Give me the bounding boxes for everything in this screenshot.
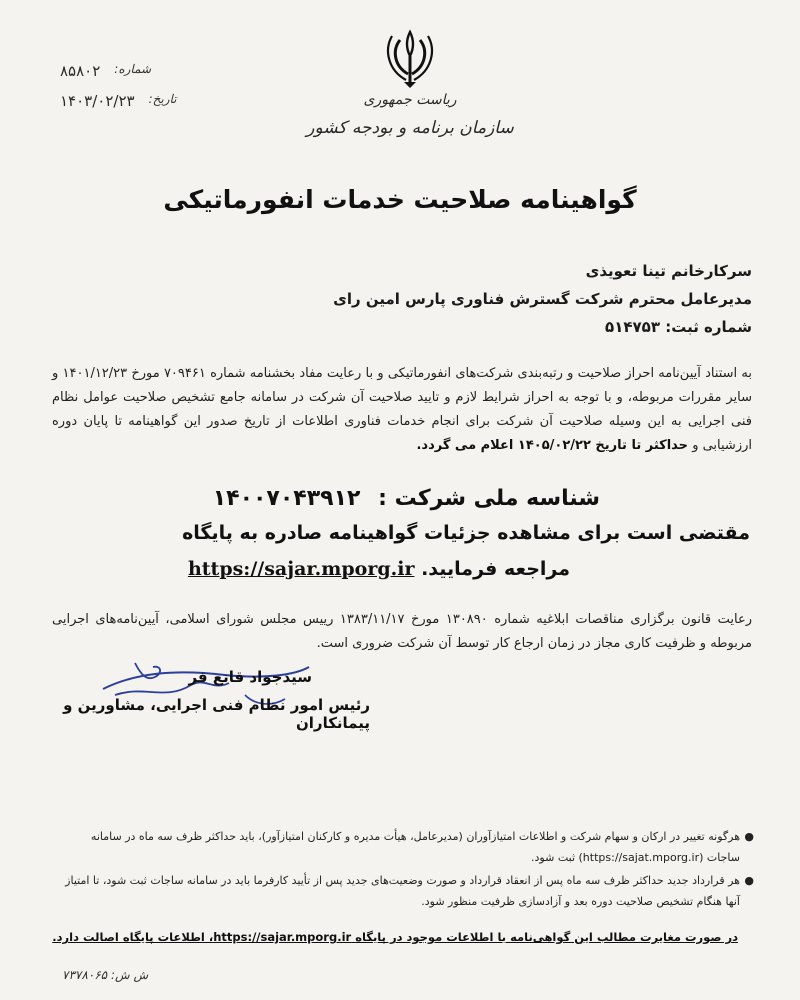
- serial-number: ش ش: ۷۳۷۸۰۶۵: [62, 968, 149, 982]
- org-line-budget: سازمان برنامه و بودجه کشور: [306, 118, 514, 138]
- note-item-2: [60, 870, 754, 912]
- company-id-label: شناسه ملی شرکت :: [378, 486, 600, 511]
- signatory-role: رئیس امور نظام فنی اجرایی، مشاورین و پیمانکاران: [63, 696, 370, 732]
- letter-number-value: ۸۵۸۰۲: [60, 62, 101, 80]
- guide-line-2: [178, 558, 570, 580]
- guide-tail: مراجعه فرمایید.: [421, 558, 570, 580]
- letter-number-label: شماره:: [114, 62, 152, 76]
- letter-date-label: تاریخ:: [148, 92, 177, 106]
- letter-number: [60, 62, 151, 80]
- note-item-1: [60, 826, 754, 868]
- iran-emblem-icon: [382, 26, 438, 90]
- certificate-title: گواهینامه صلاحیت خدمات انفورماتیکی: [163, 185, 637, 214]
- signatory-name: سیدجواد قانع فر: [188, 668, 312, 686]
- note-text-2: هر قرارداد جدید حداکثر ظرف سه ماه پس از انعقاد قرارداد و صورت وضعیت‌های جدید پس از تأیید کارفرما باید در سامانه ساجات ثبت شود، تا امتیاز آنها هنگام تشخیص صلاحیت دوره بعد و آزادسازی ظرفیت منظور شود.: [65, 874, 740, 908]
- recipient-name: سرکارخانم تینا تعویذی: [585, 262, 752, 280]
- org-line-presidency: ریاست جمهوری: [363, 92, 457, 108]
- company-id-value: ۱۴۰۰۷۰۴۳۹۱۲: [212, 486, 361, 511]
- company-national-id: [213, 486, 600, 511]
- footer-note: در صورت مغایرت مطالب این گواهی‌نامه با اطلاعات موجود در پایگاه https://sajar.mporg.ir، اطلاعات پایگاه اصالت دارد.: [52, 930, 738, 944]
- sajar-link[interactable]: https://sajar.mporg.ir: [187, 558, 415, 580]
- letter-date: [60, 92, 176, 110]
- certificate-body: [52, 362, 752, 458]
- recipient-position: مدیرعامل محترم شرکت گسترش فناوری پارس امین رای: [333, 290, 752, 308]
- certificate-body-text: به استناد آیین‌نامه احراز صلاحیت و رتبه‌بندی شرکت‌های انفورماتیکی و با رعایت مفاد بخشنامه شماره ۷۰۹۴۶۱ مورخ ۱۴۰۱/۱۲/۲۳ و سایر مقررات مربوطه، و با توجه به احراز شرایط لازم و تایید صلاحیت آن شرکت در سامانه جامع تشخیص صلاحیت عوامل نظام فنی اجرایی به این وسیله صلاحیت آن شرکت برای انجام خدمات فناوری اطلاعات از تاریخ صدور این گواهینامه تا پایان دوره ارزشیابی و: [52, 366, 752, 453]
- certificate-validity: حداکثر تا تاریخ ۱۴۰۵/۰۲/۲۲ اعلام می گردد.: [416, 438, 689, 453]
- registration-number: شماره ثبت: ۵۱۴۷۵۳: [605, 318, 752, 336]
- letter-date-value: ۱۴۰۳/۰۲/۲۳: [60, 92, 135, 110]
- bullet-icon: ●: [744, 830, 754, 843]
- note-text-1: هرگونه تغییر در ارکان و سهام شرکت و اطلاعات امتیازآوران (مدیرعامل، هیأت مدیره و کارکنان امتیازآور)، باید حداکثر ظرف سه ماه در سامانه ساجات (https://sajat.mporg.ir) ثبت شود.: [90, 830, 740, 864]
- guide-line: مقتضی است برای مشاهده جزئیات گواهینامه صادره به پایگاه: [182, 522, 750, 544]
- bullet-icon: ●: [744, 874, 754, 887]
- law-compliance-text: رعایت قانون برگزاری مناقصات ابلاغیه شماره ۱۳۰۸۹۰ مورخ ۱۳۸۳/۱۱/۱۷ رییس مجلس شورای اسلامی، آیین‌نامه‌های اجرایی مربوطه و ظرفیت کاری مجاز در زمان ارجاع کار توسط آن شرکت ضروری است.: [52, 612, 752, 651]
